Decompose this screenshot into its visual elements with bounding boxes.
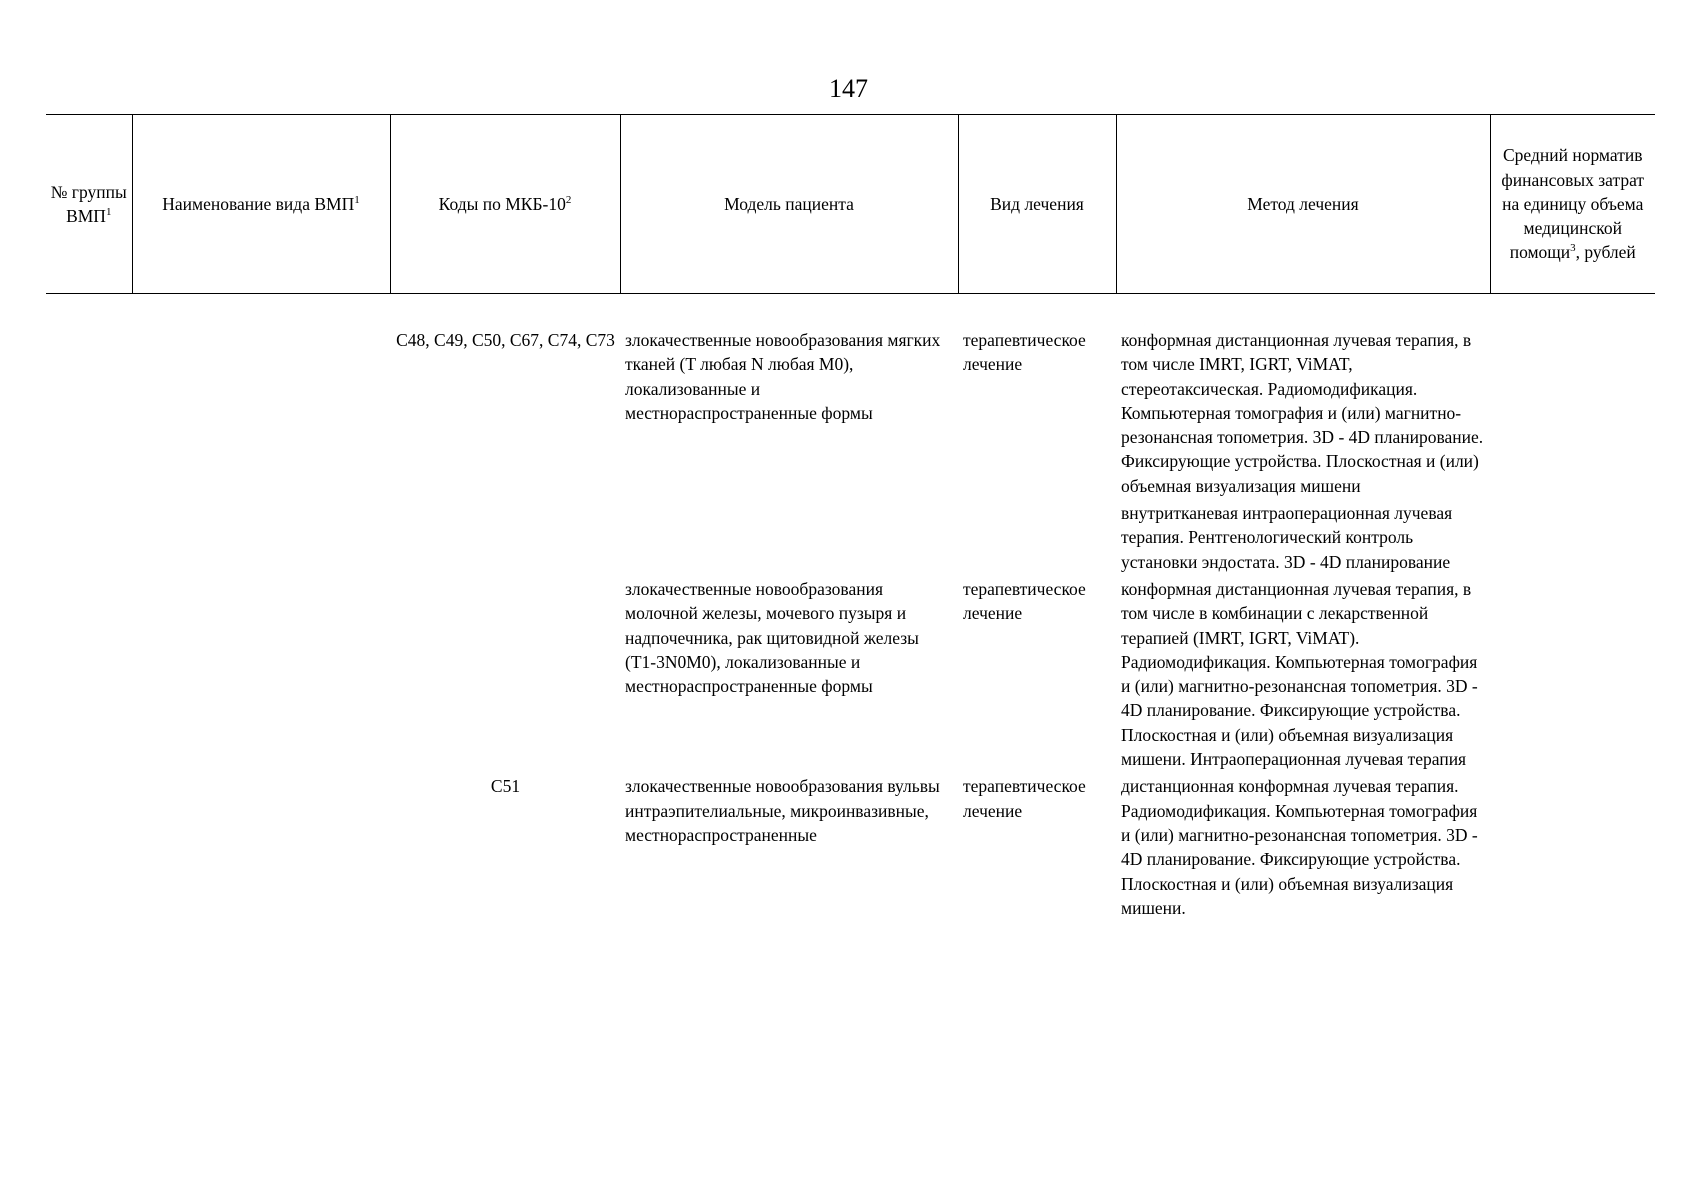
cell-vmp-name: [132, 328, 390, 501]
table-row: [46, 328, 1655, 501]
cell-icd-codes: [390, 577, 620, 774]
spacer-cell: [46, 294, 1655, 329]
cell-patient-model: злокачественные новообразования вульвы интраэпителиальные, микроинвазивные, местнораспространенные: [625, 776, 940, 845]
cell-treatment-type: терапевтическое лечение: [963, 578, 1086, 624]
cell-avg-cost: [1490, 328, 1655, 501]
table-row: [46, 501, 1655, 577]
cell-treatment-type: терапевтическое лечение: [963, 776, 1086, 821]
cell-treatment-method: конформная дистанционная лучевая терапия, в том числе IMRT, IGRT, ViMAT, стереотаксическая. Радиомодификация. Компьютерная томография и (или) магнитно-резонансная топометрия. 3D - 4D планирование. Фиксирующие устройства. Плоскостная и (или) объемная визуализация мишени: [1121, 330, 1484, 496]
table-row: [46, 577, 1655, 774]
table-row: [46, 774, 1655, 923]
cell-group-no: [46, 774, 132, 923]
cell-vmp-name: [132, 577, 390, 774]
cell-treatment-type: терапевтическое лечение: [963, 330, 1086, 375]
cell-treatment-method: конформная дистанционная лучевая терапия, в том числе в комбинации с лекарственной терапией (IMRT, IGRT, ViMAT). Радиомодификация. Компьютерная томография и (или) магнитно-резонансная топометрия. 3D - 4D планирование. Фиксирующие устройства. Плоскостная и (или) объемная визуализация мишени. Интраоперационная лучевая терапия: [1121, 578, 1478, 770]
header-vmp-name: Наименование вида ВМП$^1$: [132, 115, 390, 294]
cell-treatment-method: дистанционная конформная лучевая терапия. Радиомодификация. Компьютерная томография и (или) магнитно-резонансная топометрия. 3D - 4D планирование. Фиксирующие устройства. Плоскостная и (или) объемная визуализация мишени.: [1121, 776, 1478, 918]
cell-avg-cost: [1490, 501, 1655, 577]
cell-patient-model: злокачественные новообразования мягких тканей (T любая N любая M0), локализованные и местнораспространенные формы: [625, 330, 941, 423]
header-group-no: № группы ВМП$^1$: [46, 115, 132, 294]
cell-group-no: [46, 577, 132, 774]
header-avg-cost: Средний норматив финансовых затрат на единицу объема медицинской помощи$^3$, рублей: [1490, 115, 1655, 294]
cell-patient-model: [620, 501, 958, 577]
table-header-row: [46, 115, 1655, 294]
cell-icd-codes: [390, 501, 620, 577]
header-patient-model: Модель пациента: [620, 115, 958, 294]
cell-group-no: [46, 328, 132, 501]
page-number: 147: [829, 74, 868, 103]
cell-avg-cost: [1490, 774, 1655, 923]
cell-icd-codes: C51: [490, 776, 521, 797]
cell-treatment-type: [958, 501, 1116, 577]
cell-avg-cost: [1490, 577, 1655, 774]
cell-vmp-name: [132, 774, 390, 923]
spacer-row: [46, 294, 1655, 329]
header-treatment-type: Вид лечения: [958, 115, 1116, 294]
cell-icd-codes: C48, C49, C50, C67, C74, C73: [396, 330, 615, 350]
header-icd-codes: Коды по МКБ-$10^2$: [390, 115, 620, 294]
cell-vmp-name: [132, 501, 390, 577]
vmp-table: [46, 114, 1655, 923]
cell-group-no: [46, 501, 132, 577]
cell-patient-model: злокачественные новообразования молочной железы, мочевого пузыря и надпочечника, рак щитовидной железы (T1-3N0M0), локализованные и местнораспространенные формы: [625, 578, 919, 697]
header-treatment-method: Метод лечения: [1116, 115, 1490, 294]
cell-treatment-method: внутритканевая интраоперационная лучевая терапия. Рентгенологический контроль установки эндостата. 3D - 4D планирование: [1121, 503, 1453, 572]
